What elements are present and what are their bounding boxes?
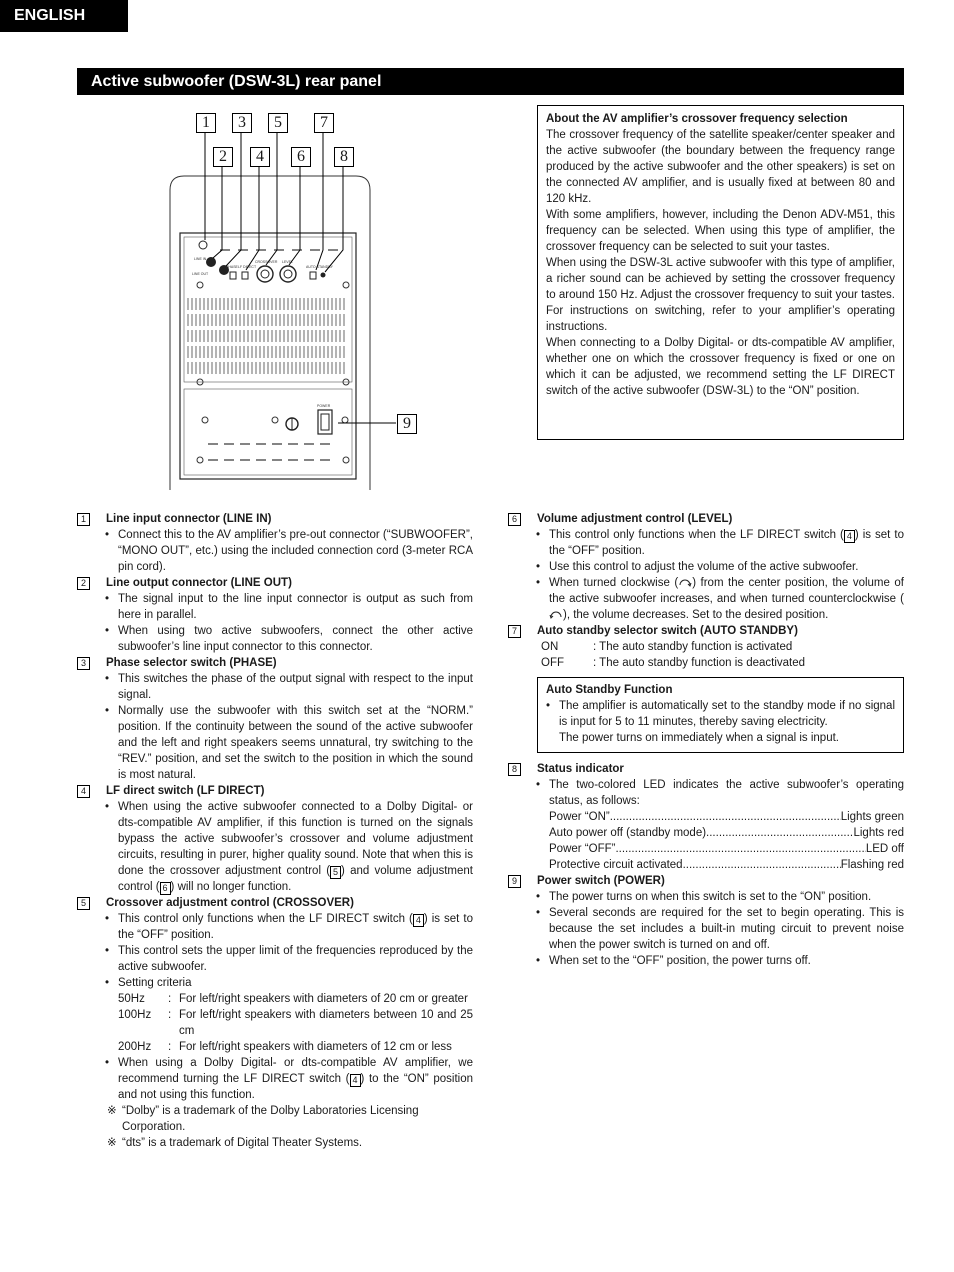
crossover-info-paragraph: The crossover frequency of the satellite speaker/center speaker and the active subwoofer (the boundary between the frequency range produced by the active subwoofer and the other speakers) is set on the connected AV amplifier, and is usually fixed at between 80 and 120 kHz.	[546, 129, 895, 205]
item-number: 7	[508, 625, 521, 638]
item-4-heading	[77, 783, 473, 799]
callout-4: 4	[250, 147, 270, 167]
item-8-heading	[508, 761, 904, 777]
list-item: • Several seconds are required for the set to begin operating. This is because the set includes a built-in muting circuit to prevent noise when the power switch is turned on and off.	[536, 907, 904, 951]
item-number: 5	[77, 897, 90, 910]
callout-3: 3	[232, 113, 252, 133]
item-title: Crossover adjustment control (CROSSOVER)	[106, 897, 354, 909]
callout-7: 7	[314, 113, 334, 133]
panel-label-line-out: LINE OUT	[192, 272, 209, 276]
item-3-heading	[77, 655, 473, 671]
item-number: 8	[508, 763, 521, 776]
item-title: Line output connector (LINE OUT)	[106, 577, 292, 589]
item-title: Phase selector switch (PHASE)	[106, 657, 277, 669]
status-row: Power “ON” ..... Lights green	[508, 809, 904, 825]
panel-label-crossover: CROSSOVER	[255, 260, 278, 264]
list-item: • This control only functions when the LF DIRECT switch ( 4 ) is set to the “OFF” position.	[536, 529, 904, 557]
crossover-info-paragraph: When using the DSW-3L active subwoofer with this type of amplifier, a richer sound can be achieved by setting the crossover frequency to around 150 Hz. Adjust the crossover frequency to suit your tastes. For instructions on switching, refer to your amplifier’s operating instructions.	[546, 257, 895, 333]
list-item: • Connect this to the AV amplifier’s pre-out connector (“SUBWOOFER”, “MONO OUT”, etc.) using the included connection cord (3-meter RCA pin cord).	[105, 529, 473, 573]
item-title: Volume adjustment control (LEVEL)	[537, 513, 733, 525]
list-item: The power turns on immediately when a signal is input.	[559, 732, 839, 744]
item-7-heading	[508, 623, 904, 639]
item-title: LF direct switch (LF DIRECT)	[106, 785, 265, 797]
panel-label-lf-direct: LF DIRECT	[238, 265, 257, 269]
callout-1: 1	[196, 113, 216, 133]
section-title: Active subwoofer (DSW-3L) rear panel	[77, 68, 904, 95]
list-item: • This control sets the upper limit of the frequencies reproduced by the active subwoofer.	[105, 945, 473, 973]
list-item: • Use this control to adjust the volume of the active subwoofer.	[536, 561, 859, 573]
item-number: 4	[77, 785, 90, 798]
item-title: Line input connector (LINE IN)	[106, 513, 272, 525]
list-item: • The power turns on when this switch is set to the “ON” position.	[536, 891, 872, 903]
trademark-note: ※ “dts” is a trademark of Digital Theater Systems.	[107, 1137, 363, 1149]
callout-8: 8	[334, 147, 354, 167]
panel-label-line-in: LINE IN	[194, 257, 207, 261]
criteria-row: 200Hz : For left/right speakers with diameters of 12 cm or less	[118, 1041, 452, 1053]
rear-panel-diagram	[160, 110, 430, 492]
counterclockwise-icon	[549, 608, 563, 619]
crossover-info-box	[537, 105, 904, 440]
status-row: Power “OFF” ..... LED off	[508, 841, 904, 857]
callout-5: 5	[268, 113, 288, 133]
list-item: • The amplifier is automatically set to the standby mode if no signal is input for 5 to 11 minutes, thereby saving electricity.	[546, 700, 895, 728]
panel-label-auto-standby: AUTO STANDBY	[306, 265, 333, 269]
clockwise-icon	[678, 576, 692, 587]
item-6-heading	[508, 511, 904, 527]
list-item: • When using the active subwoofer connected to a Dolby Digital- or dts-compatible AV amplifier, if this function is turned on the signals bypass the active subwoofer’s crossover and volume adjustment circuits, resulting in purer, higher quality sound. Note that when this is done the crossover adjustment control ( 5 ) and volume adjustment control ( 6 ) will no longer function.	[105, 801, 473, 893]
list-item: • When using two active subwoofers, connect the other active subwoofer’s line input connector to this connector.	[105, 625, 473, 653]
list-item: • When turned clockwise ( ) from the center position, the volume of the active subwoofer increases, and when turned counterclockwise (), the volume decreases. Set to the desired position.	[536, 577, 904, 621]
callout-6: 6	[291, 147, 311, 167]
crossover-info-paragraph: With some amplifiers, however, including the Denon ADV-M51, this frequency can be selected. When using this type of amplifier, the crossover frequency can be selected to suit your tastes.	[546, 209, 895, 253]
standby-on-row: ON : The auto standby function is activated	[541, 641, 793, 653]
list-item: • Setting criteria	[105, 977, 192, 989]
panel-label-level: LEVEL	[282, 260, 293, 264]
status-row: Protective circuit activated ..... Flashing red	[508, 857, 904, 873]
left-column	[77, 511, 473, 1151]
auto-standby-title: Auto Standby Function	[546, 684, 673, 696]
item-9-heading	[508, 873, 904, 889]
item-title: Auto standby selector switch (AUTO STANDBY)	[537, 625, 798, 637]
panel-label-phase: PHASE	[226, 265, 238, 269]
list-item: • This control only functions when the LF DIRECT switch ( 4 ) is set to the “OFF” position.	[105, 913, 473, 941]
criteria-row: 50Hz : For left/right speakers with diameters of 20 cm or greater	[118, 993, 468, 1005]
trademark-note: ※ “Dolby” is a trademark of the Dolby Laboratories Licensing Corporation.	[107, 1105, 419, 1133]
list-item: • When set to the “OFF” position, the power turns off.	[536, 955, 811, 967]
list-item: • Normally use the subwoofer with this switch set at the “NORM.” position. If the continuity between the sound of the active subwoofer and the left and right speakers seems unnatural, try switching to the “REV.” position, and set the switch to the position in which the sound is most natural.	[105, 705, 473, 781]
list-item: • The signal input to the line input connector is output as such from here in parallel.	[105, 593, 473, 621]
item-number: 9	[508, 875, 521, 888]
item-number: 2	[77, 577, 90, 590]
list-item: • When using a Dolby Digital- or dts-compatible AV amplifier, we recommend turning the LF DIRECT switch ( 4 ) to the “ON” position and not using this function.	[105, 1057, 474, 1101]
right-column	[508, 511, 904, 969]
item-number: 6	[508, 513, 521, 526]
status-row: Auto power off (standby mode) ..... Lights red	[508, 825, 904, 841]
item-title: Status indicator	[537, 763, 624, 775]
item-2-heading	[77, 575, 473, 591]
language-tab: ENGLISH	[0, 0, 128, 32]
rear-panel-illustration	[160, 110, 430, 492]
item-number: 3	[77, 657, 90, 670]
standby-off-row: OFF : The auto standby function is deactivated	[541, 657, 806, 669]
criteria-row: 100Hz : For left/right speakers with diameters between 10 and 25 cm	[118, 1009, 473, 1037]
item-title: Power switch (POWER)	[537, 875, 665, 887]
list-item: • This switches the phase of the output signal with respect to the input signal.	[105, 673, 473, 701]
callout-9: 9	[397, 414, 417, 434]
auto-standby-box	[537, 677, 904, 753]
panel-label-power: POWER	[317, 404, 331, 408]
crossover-info-title: About the AV amplifier’s crossover frequency selection	[546, 113, 848, 125]
list-item: • The two-colored LED indicates the active subwoofer’s operating status, as follows:	[536, 779, 904, 807]
crossover-info-paragraph: When connecting to a Dolby Digital- or dts-compatible AV amplifier, whether one on which the crossover frequency is fixed or one on which it can be adjusted, we recommend setting the LF DIRECT switch of the active subwoofer (DSW-3L) to the “ON” position.	[546, 337, 895, 397]
item-5-heading	[77, 895, 473, 911]
item-1-heading	[77, 511, 473, 527]
callout-2: 2	[213, 147, 233, 167]
item-number: 1	[77, 513, 90, 526]
